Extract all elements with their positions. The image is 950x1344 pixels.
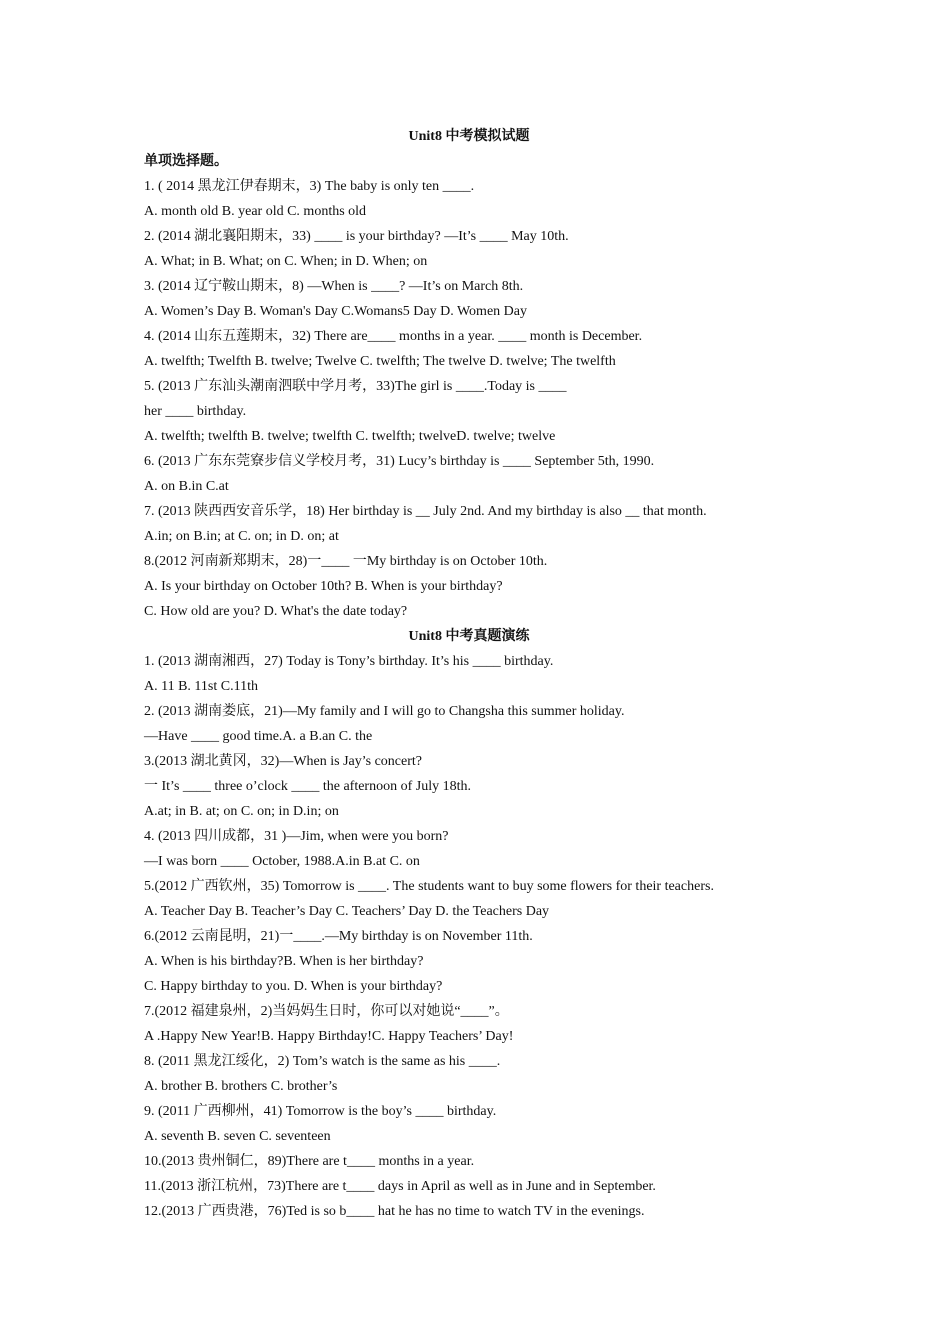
question-line: 6.(2012 云南昆明，21)一____.—My birthday is on November 11th. [144,929,533,944]
question-line: 1. ( 2014 黑龙江伊春期末，3) The baby is only ten ____. [144,179,475,194]
question-line: A. Is your birthday on October 10th? B. When is your birthday? [144,579,503,594]
question-line: A. seventh B. seven C. seventeen [144,1129,331,1144]
question-line: A.at; in B. at; on C. on; in D.in; on [144,804,339,819]
question-line: 5. (2013 广东汕头潮南泗联中学月考，33)The girl is ____.Today is ____ [144,379,567,394]
section2-lines [144,649,824,1224]
question-line: 4. (2014 山东五莲期末，32) There are____ months in a year. ____ month is December. [144,329,643,344]
question-line: A. on B.in C.at [144,479,229,494]
question-line: 12.(2013 广西贵港，76)Ted is so b____ hat he has no time to watch TV in the evenings. [144,1204,645,1219]
question-line: 9. (2011 广西柳州，41) Tomorrow is the boy’s ____ birthday. [144,1104,497,1119]
question-line: her ____ birthday. [144,404,247,419]
question-line: 2. (2014 湖北襄阳期末，33) ____ is your birthday? —It’s ____ May 10th. [144,229,569,244]
question-line: 1. (2013 湖南湘西，27) Today is Tony’s birthday. It’s his ____ birthday. [144,654,554,669]
section1-title: Unit8 中考模拟试题 [408,129,530,144]
section1-heading: 单项选择题。 [144,154,228,169]
question-line: A. twelfth; Twelfth B. twelve; Twelve C. twelfth; The twelve D. twelve; The twelfth [144,354,616,369]
question-line: 8. (2011 黑龙江绥化，2) Tom’s watch is the same as his ____. [144,1054,501,1069]
question-line: —I was born ____ October, 1988.A.in B.at C. on [144,854,420,869]
question-line: 一 It’s ____ three o’clock ____ the afternoon of July 18th. [144,779,471,794]
question-line: 8.(2012 河南新郑期末，28)一____ 一My birthday is on October 10th. [144,554,548,569]
question-line: 2. (2013 湖南娄底，21)—My family and I will go to Changsha this summer holiday. [144,704,625,719]
section1-lines [144,174,824,624]
question-line: A.in; on B.in; at C. on; in D. on; at [144,529,339,544]
question-line: 4. (2013 四川成都，31 )—Jim, when were you born? [144,829,449,844]
question-line: A. twelfth; twelfth B. twelve; twelfth C. twelfth; twelveD. twelve; twelve [144,429,556,444]
question-line: 10.(2013 贵州铜仁，89)There are t____ months in a year. [144,1154,475,1169]
question-line: A. When is his birthday?B. When is her birthday? [144,954,424,969]
question-line: A. Teacher Day B. Teacher’s Day C. Teachers’ Day D. the Teachers Day [144,904,550,919]
section2-title: Unit8 中考真题演练 [408,629,530,644]
question-line: 7.(2012 福建泉州，2)当妈妈生日时，你可以对她说“____”。 [144,1004,509,1019]
question-line: 5.(2012 广西钦州，35) Tomorrow is ____. The students want to buy some flowers for their teachers. [144,879,714,894]
question-line: C. How old are you? D. What's the date today? [144,604,408,619]
question-line: 3.(2013 湖北黄冈，32)—When is Jay’s concert? [144,754,422,769]
document-page [144,124,824,1224]
question-line: A. What; in B. What; on C. When; in D. When; on [144,254,428,269]
question-line: —Have ____ good time.A. a B.an C. the [144,729,373,744]
question-line: 7. (2013 陕西西安音乐学，18) Her birthday is __ July 2nd. And my birthday is also __ that month. [144,504,707,519]
question-line: A. month old B. year old C. months old [144,204,367,219]
question-line: A .Happy New Year!B. Happy Birthday!C. Happy Teachers’ Day! [144,1029,514,1044]
question-line: 3. (2014 辽宁鞍山期末，8) —When is ____? —It’s on March 8th. [144,279,524,294]
question-line: 11.(2013 浙江杭州，73)There are t____ days in April as well as in June and in September. [144,1179,656,1194]
question-line: A. brother B. brothers C. brother’s [144,1079,338,1094]
question-line: A. 11 B. 11st C.11th [144,679,258,694]
question-line: 6. (2013 广东东莞寮步信义学校月考，31) Lucy’s birthday is ____ September 5th, 1990. [144,454,655,469]
question-line: A. Women’s Day B. Woman's Day C.Womans5 Day D. Women Day [144,304,527,319]
question-line: C. Happy birthday to you. D. When is your birthday? [144,979,443,994]
